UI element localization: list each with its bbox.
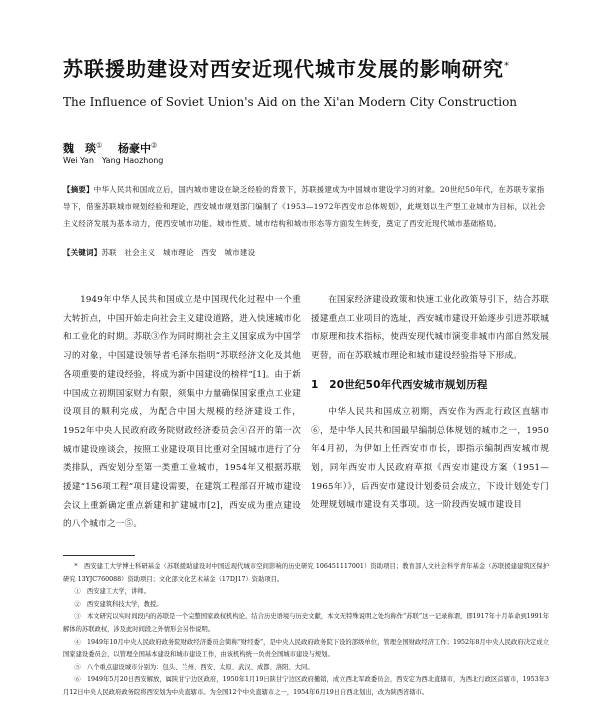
author-mark: ① (96, 141, 103, 150)
keywords-label: 【关键词】 (63, 248, 102, 257)
body-paragraph: 1949年中华人民共和国成立是中国现代化过程中一个重大转折点，中国开始走向社会主义建设道路，进入快速城市化和工业化的时期。苏联③作为同时期社会主义国家成为中国学习的对象，中国建设领导者毛泽东指明“苏联经济文化及其他各项重要的建设经验，将成为新中国建设的榜样”[1]。由于新中国成立初期国家财力有限，须集中力量确保国家重点工业建设项目的顺利完成，为配合中国大规模的经济建设工作，1952年中央人民政府政务院财政经济委员会④召开的第一次城市建设座谈会，按照工业建设项目比重对全国城市进行了分类排队，西安划分至第一类重工业城市，1954年又根据苏联援建“156项工程”项目建设需要，在建筑工程部召开城市建设会议上重新确定重点新建和扩建城市[2]，西安成为重点建设的八个城市之一⑤。 (63, 295, 301, 530)
title-text: 苏联援助建设对西安近现代城市发展的影响研究 (63, 57, 504, 81)
abstract (63, 181, 549, 232)
footnote: ④ 1949年10月中央人民政府政务院财政经济委员会简称“财经委”，是中央人民政府政务院下设的部级单位，管理全国财政经济工作；1952年8月中央人民政府决定成立国家建设委员会，以管理全国基本建设和城市建设工作，由该机构统一负责全国城市建设与规划。 (63, 638, 549, 659)
author-list-english: Wei Yan Yang Haozhong (63, 156, 164, 165)
keywords (63, 247, 549, 258)
author-list (63, 140, 157, 156)
body-column-left (63, 291, 301, 541)
author-name: 魏 琰 (63, 142, 96, 155)
footnote: ⑤ 八个重点建设城市分别为：包头、兰州、西安、太原、武汉、成都、洛阳、大同。 (74, 663, 314, 671)
abstract-text: 中华人民共和国成立后，国内城市建设在缺乏经验的背景下，苏联援建成为中国城市建设学习的对象。20世纪50年代，在苏联专家指导下，借鉴苏联城市规划经验和理论，西安城市规划部门编制了《1953—1972年西安市总体规划》，此规划以生产型工业城市为目标，以社会主义经济发展为基本动力，使西安城市功能、城市性质、城市结构和城市形态等方面发生转变，奠定了西安近现代城市基础格局。 (63, 185, 546, 228)
footnote: ② 西安建筑科技大学，教授。 (74, 600, 163, 608)
section-heading: 1 20世纪50年代西安城市规划历程 (311, 378, 488, 391)
english-title: The Influence of Soviet Union's Aid on the Xi'an Modern City Construction (63, 95, 518, 109)
abstract-label: 【摘要】 (63, 185, 94, 194)
body-paragraph: 在国家经济建设政策和快速工业化政策导引下，结合苏联援建重点工业项目的选址，西安城市建设开始逐步引进苏联城市原理和技术指标，使西安现代城市演变非城市内部自然发展更替，而在苏联城市理论和城市建设经验指导下形成。 (311, 295, 549, 362)
paper-title (63, 53, 563, 82)
footnote: ③ 本文研究以实时间段内的苏联是一个完整国家政权机构论，结合历史语境与历史文献，本文无特殊说明之处均称作“苏联”这一记录称谓，即1917年十月革命到1991年解体的苏联政权，涉及此时间段之外情形会另作说明。 (63, 613, 549, 633)
footnote: ① 西安建工大学，讲师。 (74, 588, 150, 596)
body-paragraph: 中华人民共和国成立初期，西安作为西北行政区直辖市⑥，是中华人民共和国最早编制总体规划的城市之一，1950年4月初，为伊如上任西安市市长，即指示编制西安城市规划，同年西安市人民政府草拟《西安市建设方案（1951—1965年）》，后西安市建设计划委员会成立，下设计划处专门处理规划城市建设有关事项。这一阶段西安城市建设目 (311, 406, 549, 511)
author-name: 杨豪中 (117, 142, 151, 155)
footnote-divider (63, 555, 135, 556)
author-mark: ② (150, 141, 158, 150)
title-footnote-mark: * (504, 60, 510, 72)
footnotes (63, 561, 549, 700)
footnote: ⑥ 1949年5月20日西安解放，属陕甘宁边区政府，1950年1月19日陕甘宁边区政府撤销，成立西北军政委员会，西安定为西北直辖市，为西北行政区首辖市，1953年3月12日中央人民政府政务院将西安划为中央直辖市。为全国12个中央直辖市之一，1954年6月19日自西北划出，改为陕西省辖市。 (63, 676, 549, 696)
footnote: * 西安建工大学博士科研基金（苏联援助建设对中国近现代城市空间影响的历史研究 106451117001）资助项目；教育部人文社会科学青年基金（苏联援建建筑区保护研究 13YJC760088）资助项目；文化部文化艺术基金（17DJ17）资助项目。 (63, 563, 549, 583)
keywords-text: 苏联 社会主义 城市理论 西安 城市建设 (101, 248, 256, 257)
body-column-right (311, 291, 549, 515)
